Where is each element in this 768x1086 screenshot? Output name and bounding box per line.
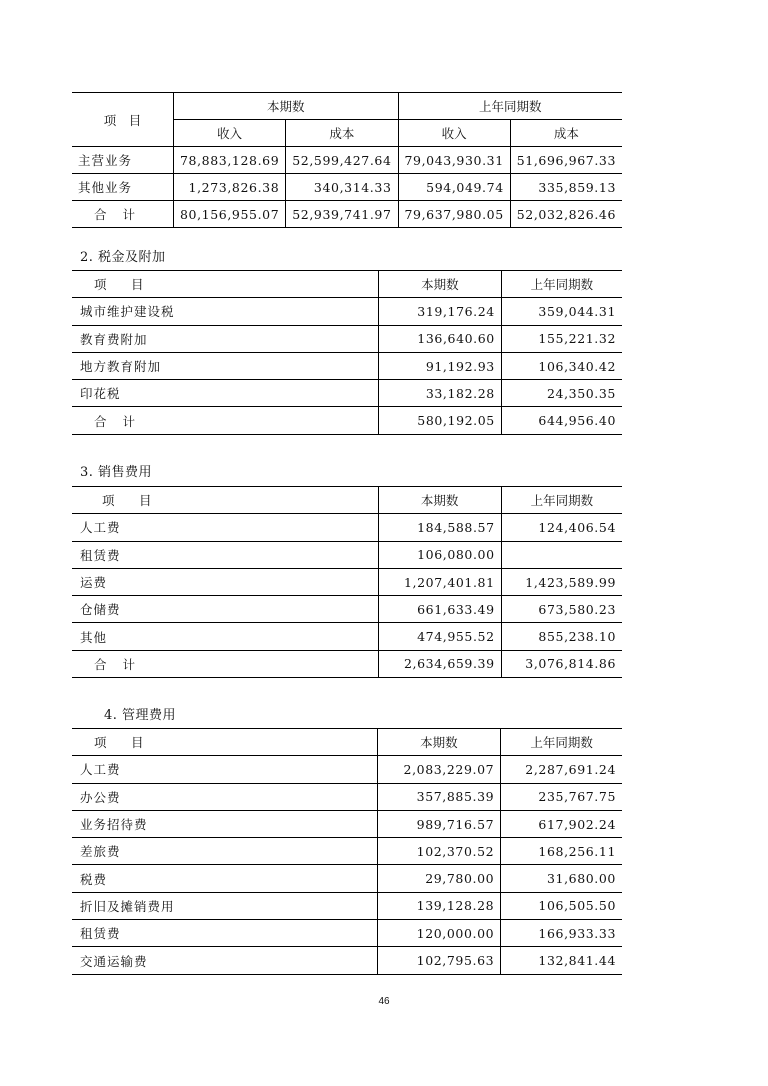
row-label: 仓储费: [72, 596, 378, 623]
table-row: [72, 892, 622, 919]
section-heading-admin-expenses: 4. 管理费用: [104, 708, 177, 723]
table-row: [72, 514, 622, 541]
table-row: [72, 947, 622, 974]
col-prior-header: 上年同期数: [501, 729, 622, 756]
table-row: [72, 380, 622, 407]
section-heading-taxes: 2. 税金及附加: [80, 250, 166, 265]
cell-value: 617,902.24: [501, 810, 622, 837]
cell-value: 1,273,826.38: [174, 174, 286, 201]
cell-value: 136,640.60: [378, 325, 501, 352]
table-row: [72, 596, 622, 623]
table-header-row: [72, 729, 622, 756]
cell-value: 594,049.74: [398, 174, 510, 201]
table-row: [72, 756, 622, 783]
cell-value: 1,207,401.81: [378, 568, 501, 595]
col-item-header: 项 目: [72, 729, 377, 756]
cell-value: 319,176.24: [378, 298, 501, 325]
col-current-header: 本期数: [378, 271, 501, 298]
cell-value: 29,780.00: [377, 865, 501, 892]
col-current-header: 本期数: [174, 93, 399, 120]
cell-value: 166,933.33: [501, 920, 622, 947]
row-label: 合 计: [72, 201, 174, 228]
row-label: 城市维护建设税: [72, 298, 378, 325]
cell-value: 673,580.23: [501, 596, 622, 623]
cell-value: 661,633.49: [378, 596, 501, 623]
table-row: [72, 325, 622, 352]
cell-value: 3,076,814.86: [525, 656, 616, 672]
cell-value: 91,192.93: [378, 352, 501, 379]
row-label: 合 计: [72, 650, 378, 677]
cell-value: 1,423,589.99: [501, 568, 622, 595]
cell-value: 102,795.63: [377, 947, 501, 974]
row-label: 人工费: [72, 756, 377, 783]
cell-value: 80,156,955.07: [174, 201, 286, 228]
cell-value: 79,637,980.05: [398, 201, 510, 228]
cell-value: 31,680.00: [501, 865, 622, 892]
cell-value: 2,634,659.39: [378, 650, 501, 677]
sub-cost-header: 成本: [510, 120, 622, 147]
cell-value: 340,314.33: [286, 174, 398, 201]
row-label: 地方教育附加: [72, 352, 378, 379]
cell-value: 235,767.75: [501, 783, 622, 810]
cell-value: 106,340.42: [501, 352, 622, 379]
table-header-row: [72, 271, 622, 298]
page-number: 46: [378, 996, 390, 1007]
col-item-header: 项 目: [72, 271, 378, 298]
col-prior-header: 上年同期数: [501, 271, 622, 298]
cell-value: 102,370.52: [377, 838, 501, 865]
row-label: 合 计: [72, 407, 378, 434]
row-label: 印花税: [72, 380, 378, 407]
row-label: 租赁费: [72, 920, 377, 947]
cell-value: 52,599,427.64: [286, 147, 398, 174]
col-current-header: 本期数: [377, 729, 501, 756]
cell-value: 24,350.35: [501, 380, 622, 407]
table-row: [72, 298, 622, 325]
cell-value: 155,221.32: [501, 325, 622, 352]
cell-value: 120,000.00: [377, 920, 501, 947]
sub-income-header: 收入: [398, 120, 510, 147]
cell-value: 2,083,229.07: [377, 756, 501, 783]
section-heading-selling-expenses: 3. 销售费用: [80, 465, 153, 480]
selling-expenses-table: [72, 486, 622, 678]
cell-value: 78,883,128.69: [174, 147, 286, 174]
cell-value: 168,256.11: [501, 838, 622, 865]
cell-value: 989,716.57: [377, 810, 501, 837]
cell-value: 335,859.13: [510, 174, 622, 201]
cell-value: 184,588.57: [378, 514, 501, 541]
table-row: [72, 541, 622, 568]
cell-value: 580,192.05: [378, 407, 501, 434]
table-row: [72, 623, 622, 650]
row-label: 主营业务: [72, 147, 174, 174]
cell-value: 124,406.54: [501, 514, 622, 541]
cell-value: 52,939,741.97: [286, 201, 398, 228]
cell-value: 79,043,930.31: [398, 147, 510, 174]
cell-value: 52,032,826.46: [516, 206, 616, 222]
table-row: [72, 838, 622, 865]
cell-value: 33,182.28: [378, 380, 501, 407]
cell-value: 644,956.40: [538, 413, 616, 429]
row-label: 交通运输费: [72, 947, 377, 974]
cell-value: 132,841.44: [538, 953, 616, 969]
row-label: 其他: [72, 623, 378, 650]
cell-value: 357,885.39: [377, 783, 501, 810]
row-label: 税费: [72, 865, 377, 892]
cell-value: 855,238.10: [501, 623, 622, 650]
cell-value: 359,044.31: [501, 298, 622, 325]
revenue-cost-table: [72, 92, 622, 228]
col-current-header: 本期数: [378, 487, 501, 514]
table-row: [72, 783, 622, 810]
table-row: [72, 865, 622, 892]
table-row: [72, 568, 622, 595]
row-label: 运费: [72, 568, 378, 595]
sub-income-header: 收入: [174, 120, 286, 147]
table-total-row: [72, 201, 622, 228]
table-row: [72, 174, 622, 201]
table-row: [72, 147, 622, 174]
table-row: [72, 810, 622, 837]
admin-expenses-table: [72, 728, 622, 975]
col-prior-header: 上年同期数: [398, 93, 622, 120]
col-item-header: 项 目: [72, 487, 378, 514]
row-label: 折旧及摊销费用: [72, 892, 377, 919]
table-total-row: [72, 650, 622, 677]
row-label: 租赁费: [72, 541, 378, 568]
table-total-row: [72, 407, 622, 434]
taxes-table: [72, 270, 622, 435]
row-label: 办公费: [72, 783, 377, 810]
cell-value: 474,955.52: [378, 623, 501, 650]
row-label: 业务招待费: [72, 810, 377, 837]
table-header-row: [72, 487, 622, 514]
cell-value: 139,128.28: [377, 892, 501, 919]
row-label: 其他业务: [72, 174, 174, 201]
cell-value: 106,505.50: [501, 892, 622, 919]
col-prior-header: 上年同期数: [501, 487, 622, 514]
table-row: [72, 352, 622, 379]
sub-cost-header: 成本: [286, 120, 398, 147]
row-label: 教育费附加: [72, 325, 378, 352]
cell-value: [501, 541, 622, 568]
cell-value: 51,696,967.33: [510, 147, 622, 174]
col-item-header: 项 目: [72, 93, 174, 147]
row-label: 差旅费: [72, 838, 377, 865]
row-label: 人工费: [72, 514, 378, 541]
cell-value: 106,080.00: [378, 541, 501, 568]
table-row: [72, 920, 622, 947]
table-header-row: [72, 93, 622, 120]
cell-value: 2,287,691.24: [501, 756, 622, 783]
